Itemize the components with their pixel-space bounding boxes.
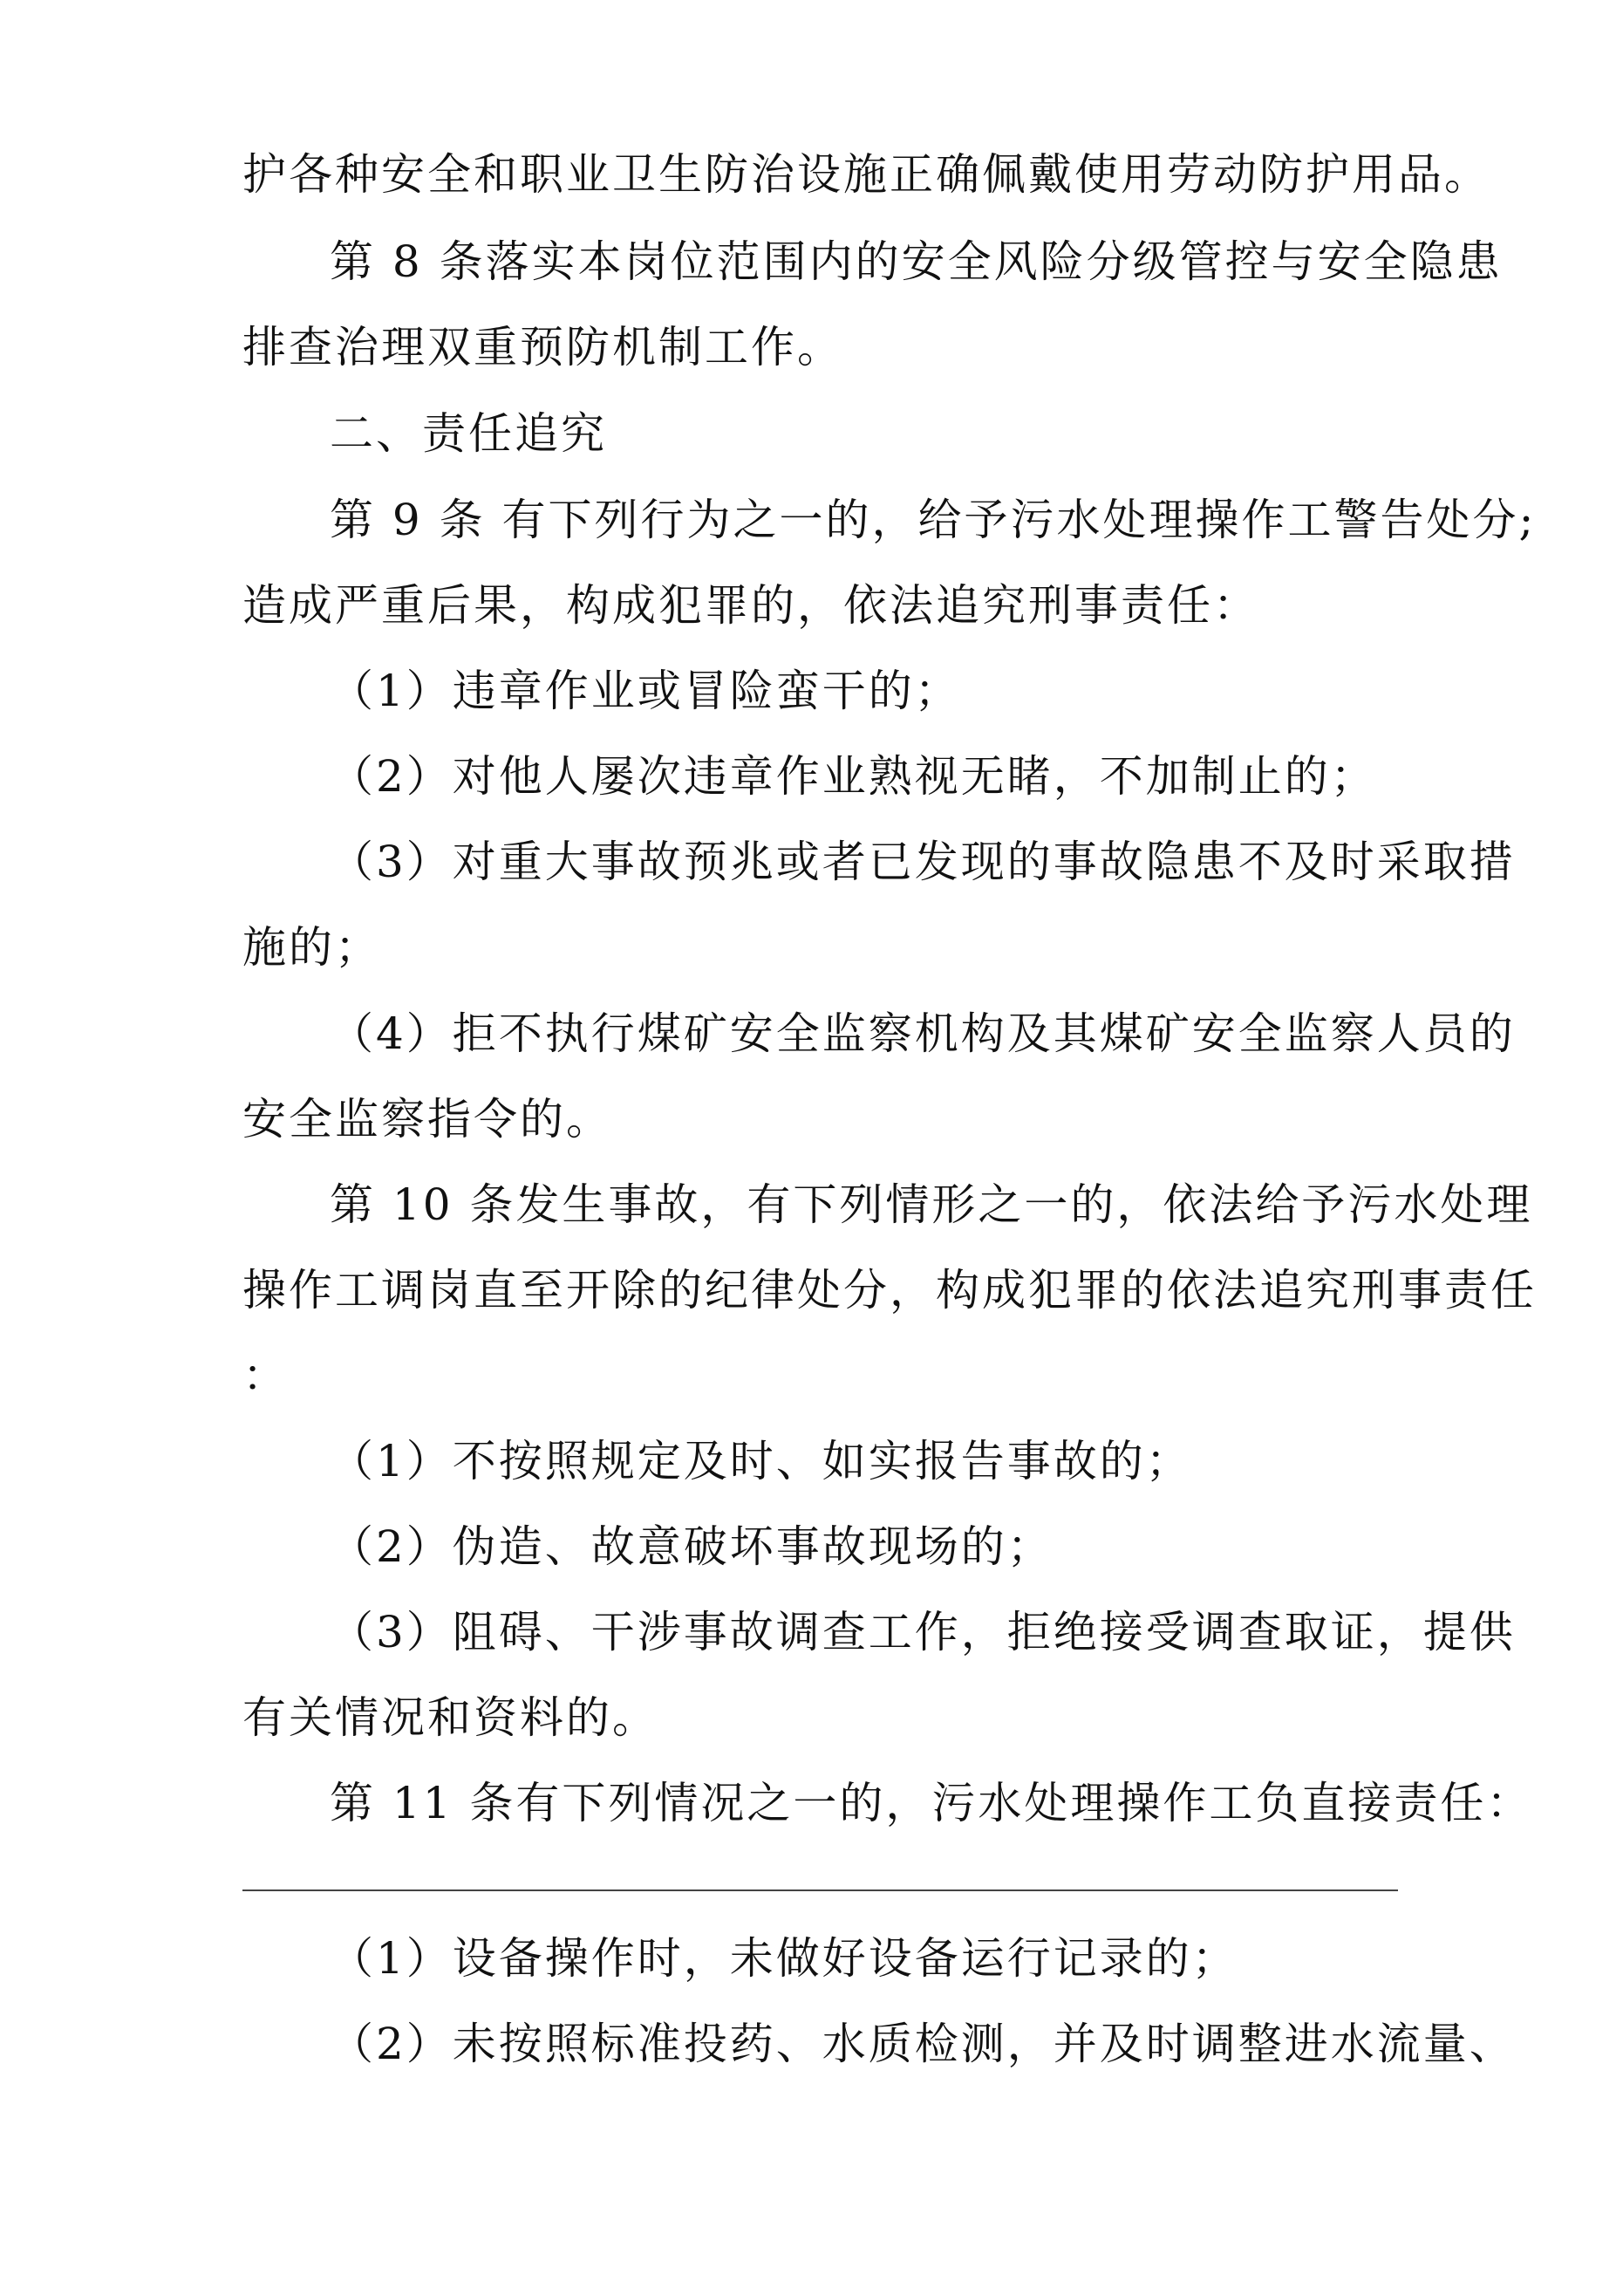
text-line: 施的；	[242, 922, 381, 973]
text-line: 有关情况和资料的。	[242, 1692, 658, 1743]
text-line: 操作工调岗直至开除的纪律处分，构成犯罪的依法追究刑事责任	[242, 1265, 1537, 1315]
text-line: （2）未按照标准投药、水质检测，并及时调整进水流量、	[330, 2019, 1516, 2069]
text-line: 安全监察指令的。	[242, 1094, 612, 1145]
page-divider	[242, 1889, 1398, 1891]
text-line: ：	[242, 1350, 289, 1401]
text-line: （3）阻碍、干涉事故调查工作，拒绝接受调查取证，提供	[330, 1607, 1516, 1657]
text-line: 第 10 条发生事故，有下列情形之一的，依法给予污水处理	[330, 1179, 1533, 1230]
text-line: 第 8 条落实本岗位范围内的安全风险分级管控与安全隐患	[330, 236, 1503, 287]
text-line: （3）对重大事故预兆或者已发现的事故隐患不及时采取措	[330, 837, 1516, 887]
text-line: 护各种安全和职业卫生防治设施正确佩戴使用劳动防护用品。	[242, 149, 1490, 200]
text-line: （4）拒不执行煤矿安全监察机构及其煤矿安全监察人员的	[330, 1008, 1516, 1059]
section-heading: 二、责任追究	[330, 408, 607, 459]
text-line: 第 9 条 有下列行为之一的，给予污水处理操作工警告处分;	[330, 495, 1537, 545]
text-line: （1）设备操作时，未做好设备运行记录的；	[330, 1933, 1238, 1984]
text-line: （2）伪造、故意破坏事故现场的；	[330, 1521, 1054, 1572]
text-line: （1）违章作业或冒险蛮干的；	[330, 666, 961, 716]
text-line: （1）不按照规定及时、如实报告事故的；	[330, 1436, 1192, 1486]
text-line: 排查治理双重预防机制工作。	[242, 322, 843, 372]
text-line: 造成严重后果，构成犯罪的，依法追究刑事责任：	[242, 580, 1259, 631]
text-line: 第 11 条有下列情况之一的，污水处理操作工负直接责任：	[330, 1778, 1533, 1828]
text-line: （2）对他人屡次违章作业熟视无睹，不加制止的；	[330, 751, 1377, 802]
